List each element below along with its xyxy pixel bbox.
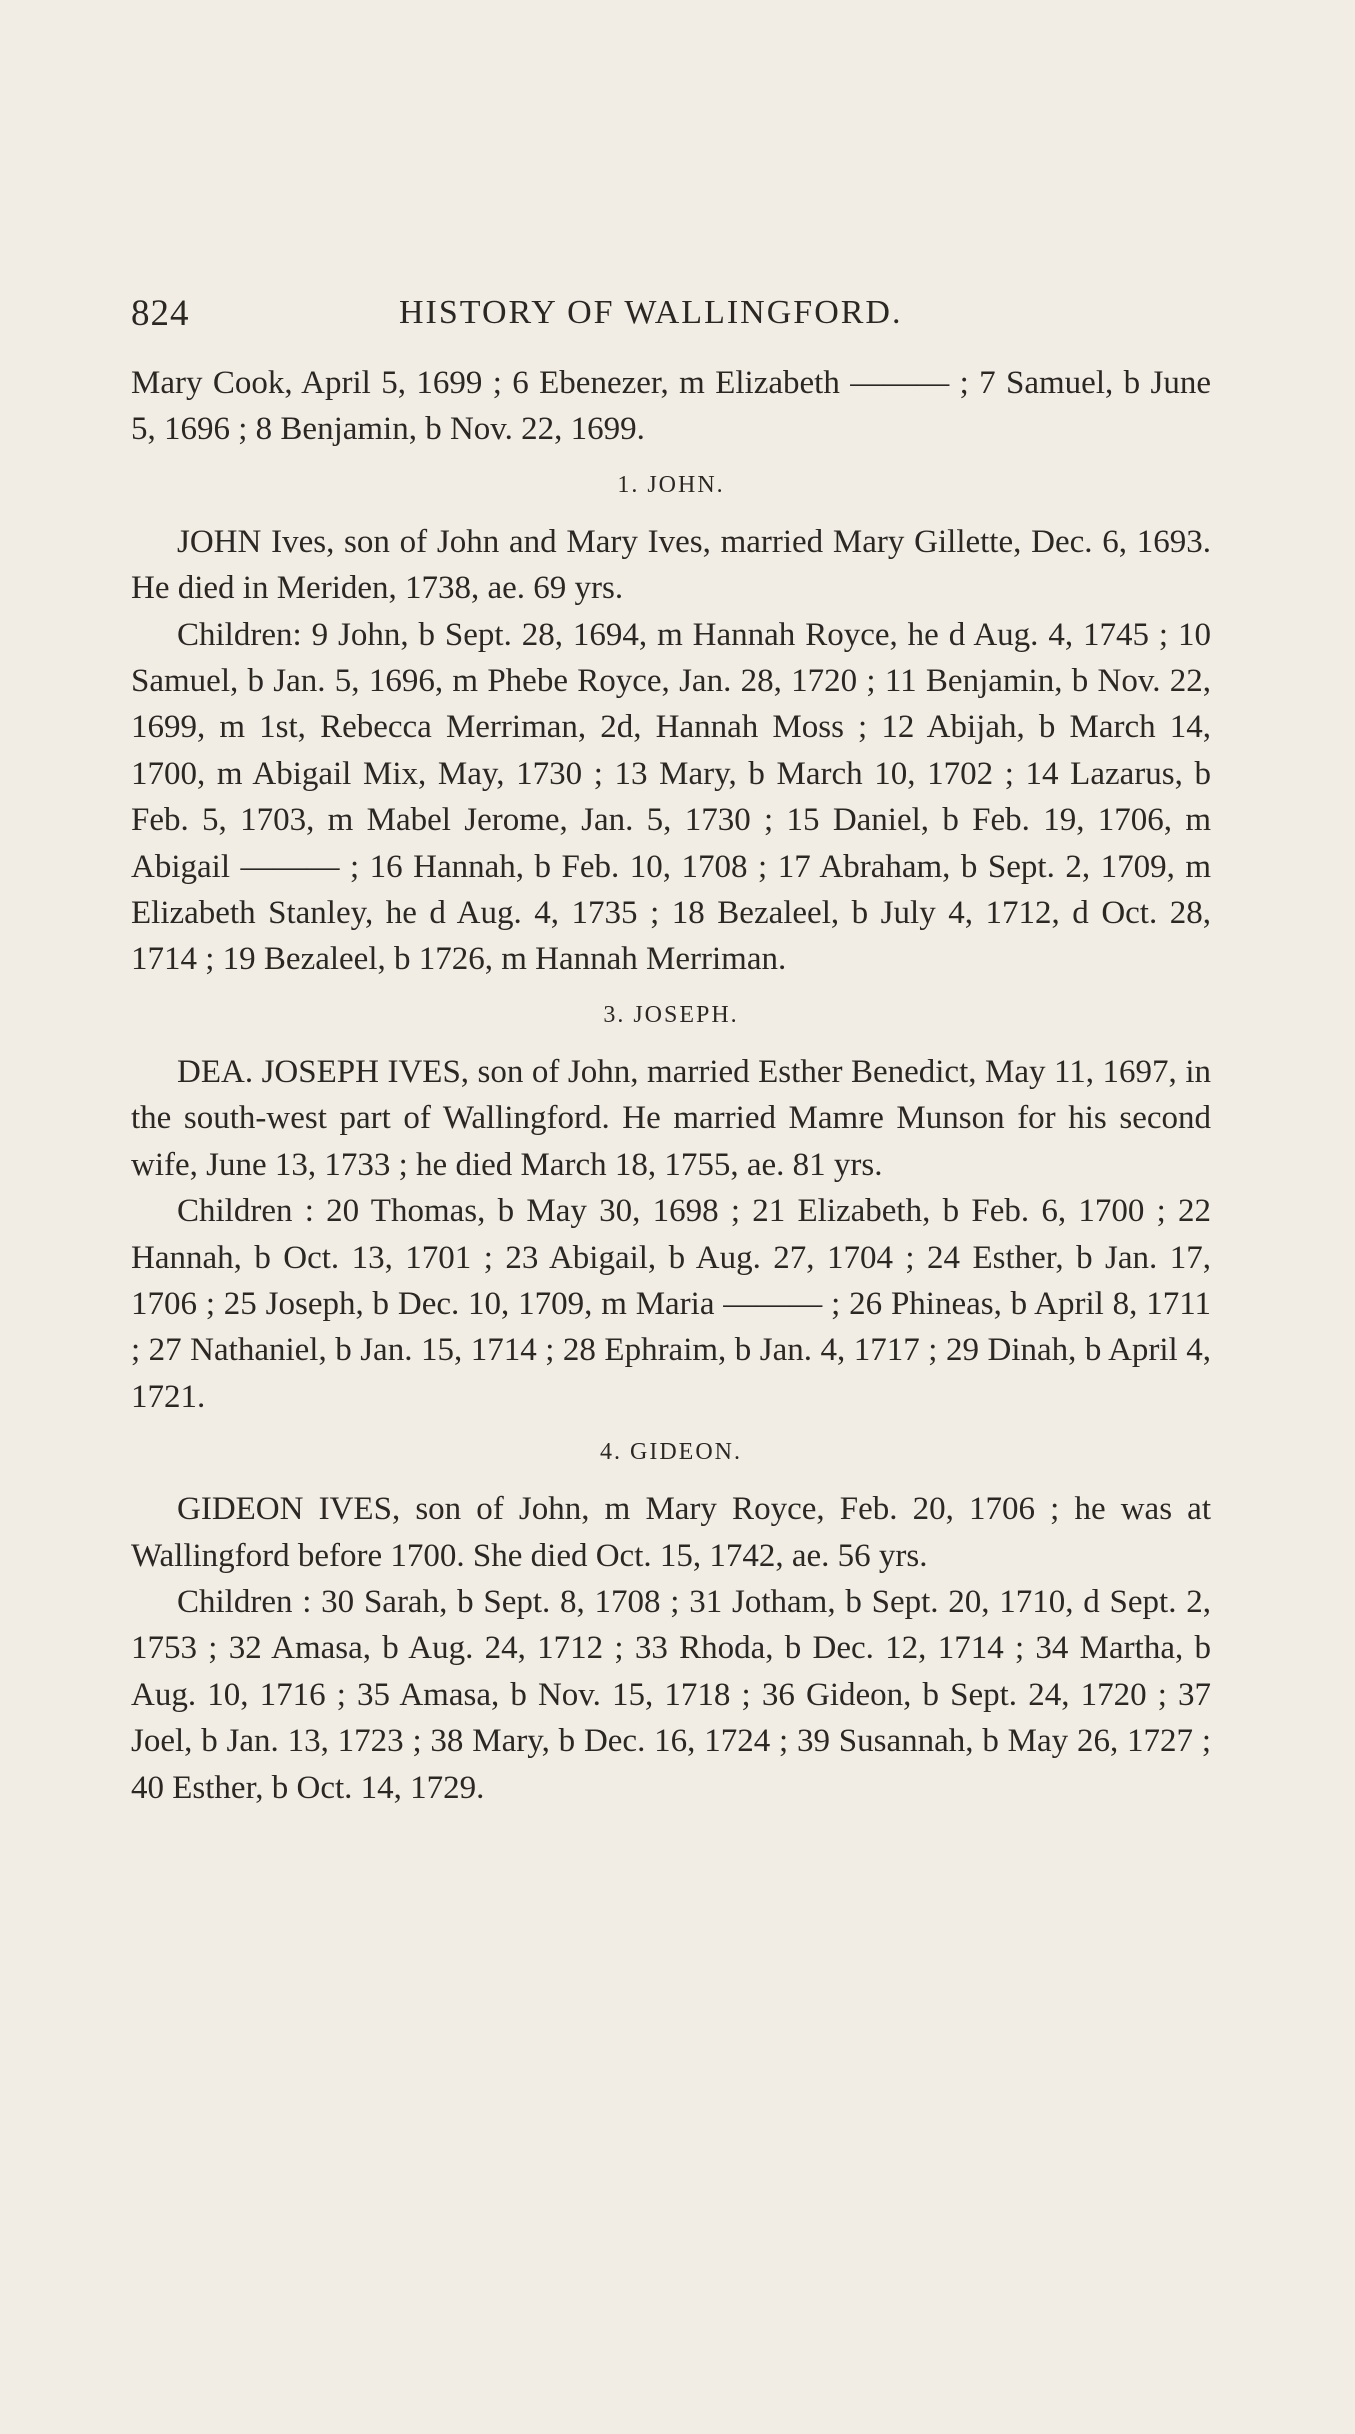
joseph-children: Children : 20 Thomas, b May 30, 1698 ; 21 Elizabeth, b Feb. 6, 1700 ; 22 Hannah, b Oct. 13, 1701 ; 23 Abigail, b Aug. 27, 1704 ; 24 Esther, b Jan. 17, 1706 ; 25 Joseph, b Dec. 10, 1709, m Maria ——— ; 26 Phineas, b April 8, 1711 ; 27 Nathaniel, b Jan. 15, 1714 ; 28 Ephraim, b Jan. 4, 1717 ; 29 Dinah, b April 4, 1721. bbox=[131, 1193, 1211, 1415]
section-heading-john: 1. JOHN. bbox=[617, 471, 725, 498]
section-heading-gideon: 4. GIDEON. bbox=[600, 1439, 742, 1466]
intro-paragraph: Mary Cook, April 5, 1699 ; 6 Ebenezer, m Elizabeth ——— ; 7 Samuel, b June 5, 1696 ; 8 Benjamin, b Nov. 22, 1699. bbox=[131, 365, 1211, 448]
section-heading-joseph: 3. JOSEPH. bbox=[603, 1001, 739, 1028]
gideon-biography: GIDEON IVES, son of John, m Mary Royce, Feb. 20, 1706 ; he was at Wallingford before 1700. She died Oct. 15, 1742, ae. 56 yrs. bbox=[131, 1491, 1211, 1574]
john-children: Children: 9 John, b Sept. 28, 1694, m Hannah Royce, he d Aug. 4, 1745 ; 10 Samuel, b Jan. 5, 1696, m Phebe Royce, Jan. 28, 1720 ; 11 Benjamin, b Nov. 22, 1699, m 1st, Rebecca Merriman, 2d, Hannah Moss ; 12 Abijah, b March 14, 1700, m Abigail Mix, May, 1730 ; 13 Mary, b March 10, 1702 ; 14 Lazarus, b Feb. 5, 1703, m Mabel Jerome, Jan. 5, 1730 ; 15 Daniel, b Feb. 19, 1706, m Abigail ——— ; 16 Hannah, b Feb. 10, 1708 ; 17 Abraham, b Sept. 2, 1709, m Elizabeth Stanley, he d Aug. 4, 1735 ; 18 Bezaleel, b July 4, 1712, d Oct. 28, 1714 ; 19 Bezaleel, b 1726, m Hannah Merriman. bbox=[131, 616, 1211, 978]
gideon-children: Children : 30 Sarah, b Sept. 8, 1708 ; 31 Jotham, b Sept. 20, 1710, d Sept. 2, 1753 ; 32 Amasa, b Aug. 24, 1712 ; 33 Rhoda, b Dec. 12, 1714 ; 34 Martha, b Aug. 10, 1716 ; 35 Amasa, b Nov. 15, 1718 ; 36 Gideon, b Sept. 24, 1720 ; 37 Joel, b Jan. 13, 1723 ; 38 Mary, b Dec. 16, 1724 ; 39 Susannah, b May 26, 1727 ; 40 Esther, b Oct. 14, 1729. bbox=[131, 1583, 1211, 1806]
page-body bbox=[131, 360, 1211, 1811]
page-number: 824 bbox=[131, 293, 190, 334]
page-header bbox=[131, 292, 1241, 338]
joseph-biography: DEA. JOSEPH IVES, son of John, married Esther Benedict, May 11, 1697, in the south-west part of Wallingford. He married Mamre Munson for his second wife, June 13, 1733 ; he died March 18, 1755, ae. 81 yrs. bbox=[131, 1053, 1211, 1183]
john-biography: JOHN Ives, son of John and Mary Ives, married Mary Gillette, Dec. 6, 1693. He died in Meriden, 1738, ae. 69 yrs. bbox=[131, 523, 1211, 607]
running-head: HISTORY OF WALLINGFORD. bbox=[399, 294, 903, 331]
